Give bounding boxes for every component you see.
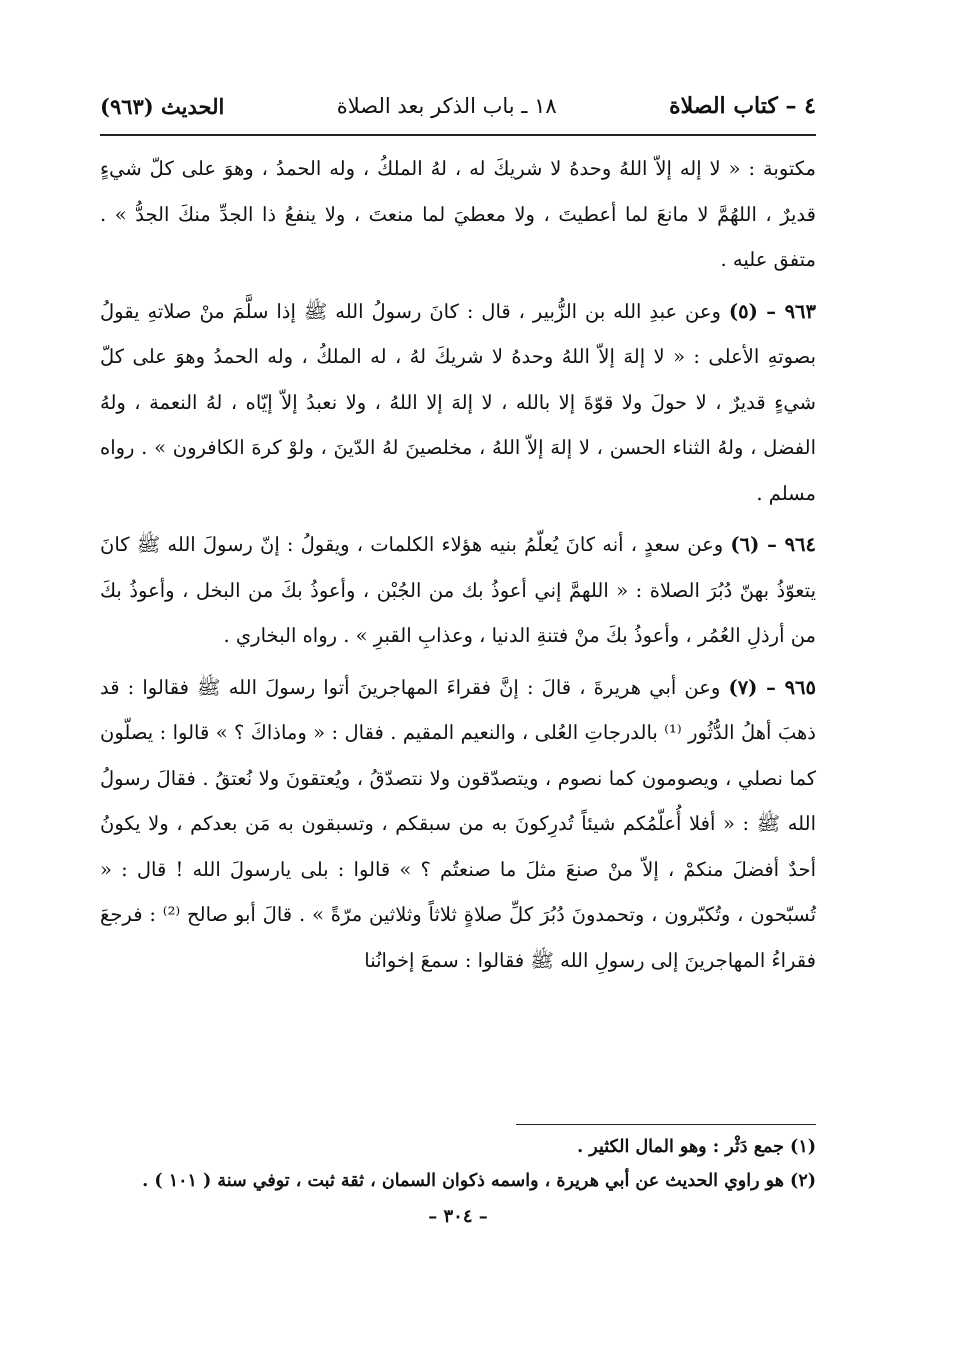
footnote-divider [516, 1124, 816, 1125]
page-number: – ٣٠٤ – [428, 1206, 488, 1227]
paragraph-text: وعن عبدِ الله بن الزُّبير ، قال : كانَ رسولُ الله ﷺ إذا سلَّمَ منْ صلاتهِ يقولُ بصوتهِ الأعلى : « لا إلهَ إلاّ اللهُ وحدهُ لا شريكَ لهُ ، له الملكُ ، وله الحمدُ وهوَ على كلّ شيءٍ قديرٌ ، لا حولَ ولا قوّةَ إلا بالله ، لا إلهَ إلا اللهُ ، ولا نعبدُ إلاّ إيّاه ، لهُ النعمة ، ولهُ الفضل ، ولهُ الثناء الحسن ، لا إلهَ إلاّ اللهُ ، مخلصينَ لهُ الدّينَ ، ولوْ كرهَ الكافرون » . رواه مسلم . [100, 299, 816, 505]
paragraph-text: مكتوبة : « لا إله إلاّ اللهُ وحدهُ لا شريكَ له ، لهُ الملكُ ، وله الحمدُ ، وهوَ على كلّ شيءٍ قديرٌ ، اللهُمَّ لا مانعَ لما أعطيتَ ، ولا معطيَ لما منعتَ ، ولا ينفعُ ذا الجدِّ منكَ الجدُّ » . متفق عليه . [100, 157, 816, 271]
hadith-range: الحديث (٩٦٣) [100, 93, 225, 119]
chapter-title: ٤ – كتاب الصلاة [669, 93, 816, 119]
main-text [100, 146, 816, 989]
footnotes [100, 1130, 816, 1198]
section-title: ١٨ ـ باب الذكر بعد الصلاة [336, 94, 557, 118]
paragraph [100, 522, 816, 659]
hadith-number: ٩٦٥ – (٧) [728, 675, 816, 699]
paragraph [100, 665, 816, 984]
paragraph [100, 289, 816, 517]
hadith-number: ٩٦٤ – (٦) [730, 533, 816, 556]
header-divider [100, 134, 816, 136]
book-page [100, 78, 816, 1278]
paragraph-text: وعن أبي هريرةَ ، قالَ : إنَّ فقراءَ المهاجرينَ أتوا رسولَ الله ﷺ فقالوا : قد ذهبَ أهلُ الدُّثُور ⁽¹⁾ بالدرجاتِ العُلى ، والنعيم المقيم . فقال : « وماذاكَ ؟ » قالوا : يصلّون كما نصلي ، ويصومون كما نصوم ، ويتصدّقون ولا نتصدّقُ ، ويُعتقونَ ولا نُعتقُ . فقالَ رسولُ الله ﷺ : « أفلا أُعلّمُكم شيئاً تُدرِكونَ به من سبقكم ، وتسبقون به مَن بعدكم ، ولا يكونُ أحدٌ أفضلَ منكمْ ، إلاّ منْ صنعَ مثلَ ما صنعتُم ؟ » قالوا : بلى يارسولَ الله ! قال : « تُسبّحون ، وتُكبّرون ، وتحمدونَ دُبُرَ كلِّ صلاةٍ ثلاثاً وثلاثين مرّةً » . قالَ أبو صالح ⁽²⁾ : فرجعَ فقراءُ المهاجرينَ إلى رسولِ الله ﷺ فقالوا : سمعَ إخوانُنا [100, 675, 816, 972]
hadith-number: ٩٦٣ – (٥) [728, 299, 816, 323]
paragraph-text: وعن سعدٍ ، أنه كانَ يُعلّمُ بنيه هؤلاء الكلمات ، ويقولُ : إنّ رسولَ الله ﷺ كانَ يتعوّذُ بهنّ دُبُرَ الصلاة : « اللهمَّ إني أعوذُ بك من الجُبْن ، وأعوذُ بكَ من البخل ، وأعوذُ بكَ من أرذلِ العُمُر ، وأعوذُ بكَ منْ فتنةِ الدنيا ، وعذابِ القبرِ » . رواه البخاري . [100, 533, 816, 647]
page-header [100, 86, 816, 126]
footnote: (٢) هو راوي الحديث عن أبي هريرة ، واسمه ذكوان السمان ، ثقة ثبت ، توفي سنة ( ١٠١ ) . [142, 1171, 816, 1191]
footnote: (١) جمع دَثْر : وهو المال الكثير . [577, 1137, 816, 1157]
paragraph [100, 146, 816, 283]
